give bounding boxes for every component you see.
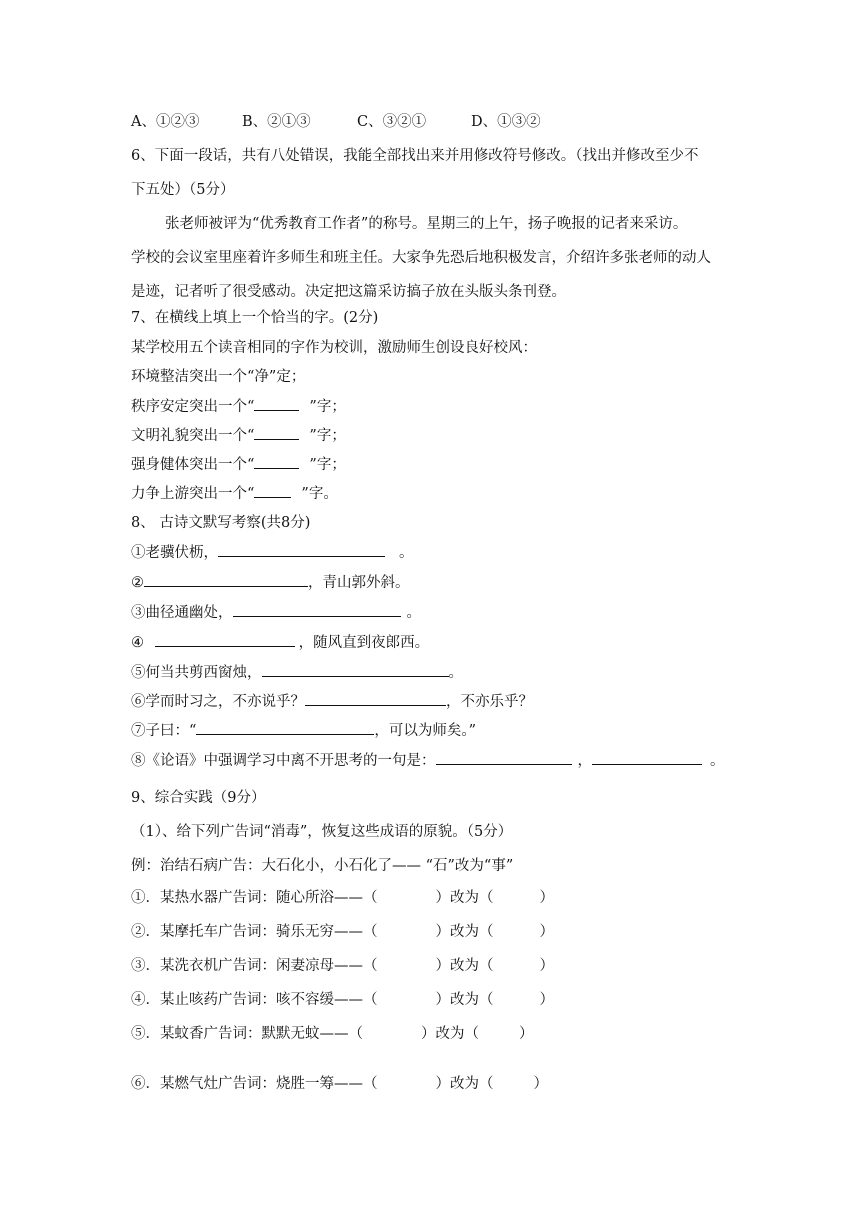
option-d: D、①③② (471, 114, 541, 130)
q9-example: 例：治结石病广告：大石化小，小石化了—— “石”改为“事” (131, 858, 514, 874)
q9-item: ③．某洗衣机广告词：闲妻凉母——（ ）改为（ ） (131, 958, 554, 974)
q7-item: 文明礼貌突出一个“ ”字； (131, 425, 346, 446)
q7-intro: 某学校用五个读音相同的字作为校训，激励师生创设良好校风： (131, 340, 537, 356)
q8-line: ⑤何当共剪西窗烛， 。 (131, 662, 463, 683)
q7-item: 秩序安定突出一个“ ”字； (131, 396, 346, 417)
q6-title-line2: 下五处）（5分） (131, 182, 235, 198)
q8-line: ⑧《论语》中强调学习中离不开思考的一句是： ， 。 (131, 750, 725, 771)
q6-title-line1: 6、下面一段话，共有八处错误，我能全部找出来并用修改符号修改。（找出并修改至少不 (131, 148, 699, 164)
q8-line: ⑦子曰：“ ，可以为师矣。” (131, 720, 476, 741)
fill-blank[interactable] (144, 572, 308, 587)
fill-blank[interactable] (233, 602, 401, 617)
q9-subtitle: （1）、给下列广告词“消毒”，恢复这些成语的原貌。（5分） (131, 824, 513, 840)
q8-line: ② ，青山郭外斜。 (131, 572, 410, 593)
q8-line: ④ ，随风直到夜郎西。 (131, 632, 429, 653)
fill-blank[interactable] (254, 396, 299, 411)
q9-item: ④．某止咳药广告词：咳不容缓——（ ）改为（ ） (131, 992, 554, 1008)
q9-item: ②．某摩托车广告词：骑乐无穷——（ ）改为（ ） (131, 924, 554, 940)
q8-line: ⑥学而时习之，不亦说乎？ ，不亦乐乎？ (131, 691, 533, 712)
q6-passage-line1: 张老师被评为“优秀教育工作者”的称号。星期三的上午，扬子晚报的记者来采访。 (165, 216, 688, 232)
q6-passage-line2: 学校的会议室里座着许多师生和班主任。大家争先恐后地积极发言，介绍许多张老师的动人 (131, 250, 711, 266)
q8-line: ①老骥伏枥， 。 (131, 542, 414, 563)
q9-title: 9、综合实践（9分） (131, 790, 266, 806)
fill-blank[interactable] (218, 542, 385, 557)
q9-item: ⑥．某燃气灶广告词：烧胜一筹——（ ）改为（ ） (131, 1076, 548, 1092)
q7-item: 力争上游突出一个“ ”字。 (131, 483, 338, 504)
fill-blank[interactable] (254, 425, 299, 440)
q8-title: 8、 古诗文默写考察(共8分) (131, 515, 311, 531)
fill-blank[interactable] (155, 632, 295, 647)
q7-item: 强身健体突出一个“ ”字； (131, 454, 346, 475)
fill-blank[interactable] (262, 662, 449, 677)
q9-item: ⑤．某蚊香广告词：默默无蚊——（ ）改为（ ） (131, 1026, 534, 1042)
fill-blank[interactable] (196, 720, 374, 735)
option-c: C、③②① (357, 114, 427, 130)
option-b: B、②①③ (242, 114, 311, 130)
q8-line: ③曲径通幽处， 。 (131, 602, 421, 623)
q7-example: 环境整洁突出一个“净”定； (131, 369, 306, 385)
fill-blank[interactable] (254, 483, 291, 498)
q6-passage-line3: 是迹，记者听了很受感动。决定把这篇采访搞子放在头版头条刊登。 (131, 284, 566, 300)
q7-title: 7、在横线上填上一个恰当的字。(2分) (131, 310, 379, 326)
answer-options (131, 112, 541, 132)
fill-blank[interactable] (592, 750, 702, 765)
fill-blank[interactable] (436, 750, 572, 765)
fill-blank[interactable] (305, 691, 446, 706)
option-a: A、①②③ (131, 114, 200, 130)
q9-item: ①．某热水器广告词：随心所浴——（ ）改为（ ） (131, 890, 554, 906)
fill-blank[interactable] (254, 454, 299, 469)
